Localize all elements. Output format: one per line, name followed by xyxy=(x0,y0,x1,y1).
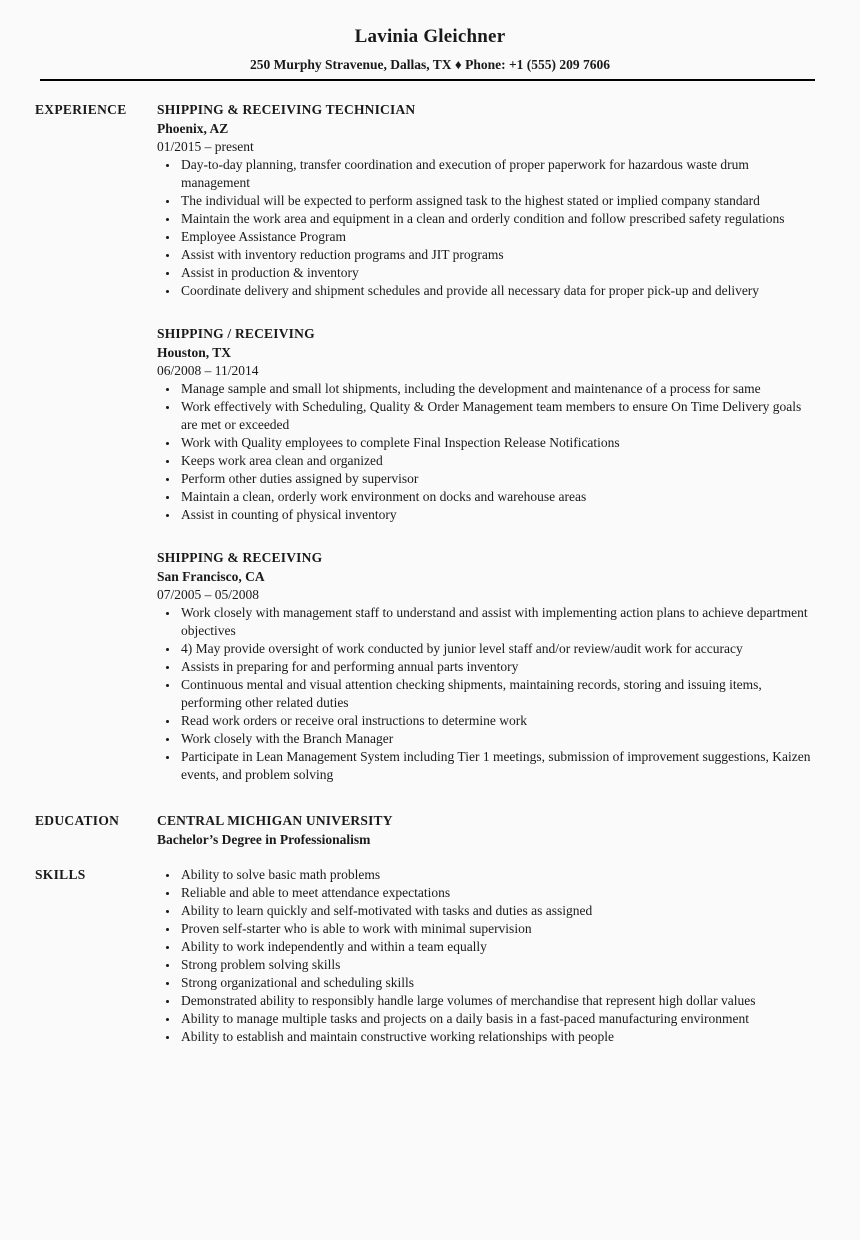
bullet-item: • Assist in production & inventory xyxy=(179,264,812,282)
job-location: San Francisco, CA xyxy=(157,569,265,584)
bullet-item: • Ability to solve basic math problems xyxy=(179,866,812,884)
skills-bullet-list xyxy=(157,866,812,1046)
experience-section xyxy=(0,101,860,784)
education-label: EDUCATION xyxy=(35,813,120,828)
education-section xyxy=(0,812,860,849)
bullet-item: • Ability to learn quickly and self-motivated with tasks and duties as assigned xyxy=(179,902,812,920)
bullet-item: • Demonstrated ability to responsibly handle large volumes of merchandise that represent high dollar values xyxy=(179,992,812,1010)
job-title: SHIPPING / RECEIVING xyxy=(157,326,315,341)
bullet-item: • Assist in counting of physical inventory xyxy=(179,506,812,524)
job-title: SHIPPING & RECEIVING TECHNICIAN xyxy=(157,102,416,117)
bullet-item: • Strong organizational and scheduling skills xyxy=(179,974,812,992)
bullet-item: • Ability to establish and maintain constructive working relationships with people xyxy=(179,1028,812,1046)
bullet-item: • Perform other duties assigned by supervisor xyxy=(179,470,812,488)
person-name: Lavinia Gleichner xyxy=(354,26,506,47)
bullet-item: • Ability to manage multiple tasks and projects on a daily basis in a fast-paced manufacturing environment xyxy=(179,1010,812,1028)
bullet-item: • Work with Quality employees to complete Final Inspection Release Notifications xyxy=(179,434,812,452)
job-title: SHIPPING & RECEIVING xyxy=(157,550,323,565)
education-school: CENTRAL MICHIGAN UNIVERSITY xyxy=(157,813,393,828)
bullet-item: • Employee Assistance Program xyxy=(179,228,812,246)
job-bullet-list xyxy=(157,156,812,300)
bullet-item: • Coordinate delivery and shipment schedules and provide all necessary data for proper pick-up and delivery xyxy=(179,282,812,300)
resume-body xyxy=(0,101,860,1046)
bullet-item: • Reliable and able to meet attendance expectations xyxy=(179,884,812,902)
bullet-item: • Manage sample and small lot shipments, including the development and maintenance of a process for same xyxy=(179,380,812,398)
header-divider xyxy=(40,79,815,81)
contact-line: 250 Murphy Stravenue, Dallas, TX ♦ Phone: +1 (555) 209 7606 xyxy=(249,57,611,72)
education-content xyxy=(157,812,812,849)
bullet-item: • Work closely with management staff to understand and assist with implementing action plans to achieve department objectives xyxy=(179,604,812,640)
bullet-item: • 4) May provide oversight of work conducted by junior level staff and/or review/audit work for accuracy xyxy=(179,640,812,658)
bullet-item: • Keeps work area clean and organized xyxy=(179,452,812,470)
job-dates: 07/2005 – 05/2008 xyxy=(157,587,260,602)
job-location: Houston, TX xyxy=(157,345,232,360)
job-entry-1 xyxy=(157,101,812,300)
job-location: Phoenix, AZ xyxy=(157,121,229,136)
bullet-item: • The individual will be expected to perform assigned task to the highest stated or implied company standard xyxy=(179,192,812,210)
bullet-item: • Strong problem solving skills xyxy=(179,956,812,974)
job-bullet-list xyxy=(157,604,812,784)
experience-content xyxy=(157,101,812,784)
bullet-item: • Read work orders or receive oral instructions to determine work xyxy=(179,712,812,730)
bullet-item: • Continuous mental and visual attention checking shipments, maintaining records, storing and issuing items, performing other related duties xyxy=(179,676,812,712)
bullet-item: • Ability to work independently and within a team equally xyxy=(179,938,812,956)
job-dates: 06/2008 – 11/2014 xyxy=(157,363,259,378)
job-entry-3 xyxy=(157,549,812,784)
resume-header xyxy=(0,0,860,81)
experience-label: EXPERIENCE xyxy=(35,102,127,117)
job-entry-2 xyxy=(157,325,812,524)
bullet-item: • Participate in Lean Management System including Tier 1 meetings, submission of improvement suggestions, Kaizen events, and problem solving xyxy=(179,748,812,784)
bullet-item: • Day-to-day planning, transfer coordination and execution of proper paperwork for hazardous waste drum management xyxy=(179,156,812,192)
education-degree: Bachelor’s Degree in Professionalism xyxy=(157,832,371,847)
bullet-item: • Work effectively with Scheduling, Quality & Order Management team members to ensure On Time Delivery goals are met or exceeded xyxy=(179,398,812,434)
bullet-item: • Maintain a clean, orderly work environment on docks and warehouse areas xyxy=(179,488,812,506)
job-dates: 01/2015 – present xyxy=(157,139,254,154)
job-bullet-list xyxy=(157,380,812,524)
skills-content xyxy=(157,866,812,1046)
bullet-item: • Assists in preparing for and performing annual parts inventory xyxy=(179,658,812,676)
bullet-item: • Proven self-starter who is able to work with minimal supervision xyxy=(179,920,812,938)
skills-label: SKILLS xyxy=(35,867,86,882)
bullet-item: • Maintain the work area and equipment in a clean and orderly condition and follow prescribed safety regulations xyxy=(179,210,812,228)
bullet-item: • Assist with inventory reduction programs and JIT programs xyxy=(179,246,812,264)
skills-section xyxy=(0,866,860,1046)
bullet-item: • Work closely with the Branch Manager xyxy=(179,730,812,748)
